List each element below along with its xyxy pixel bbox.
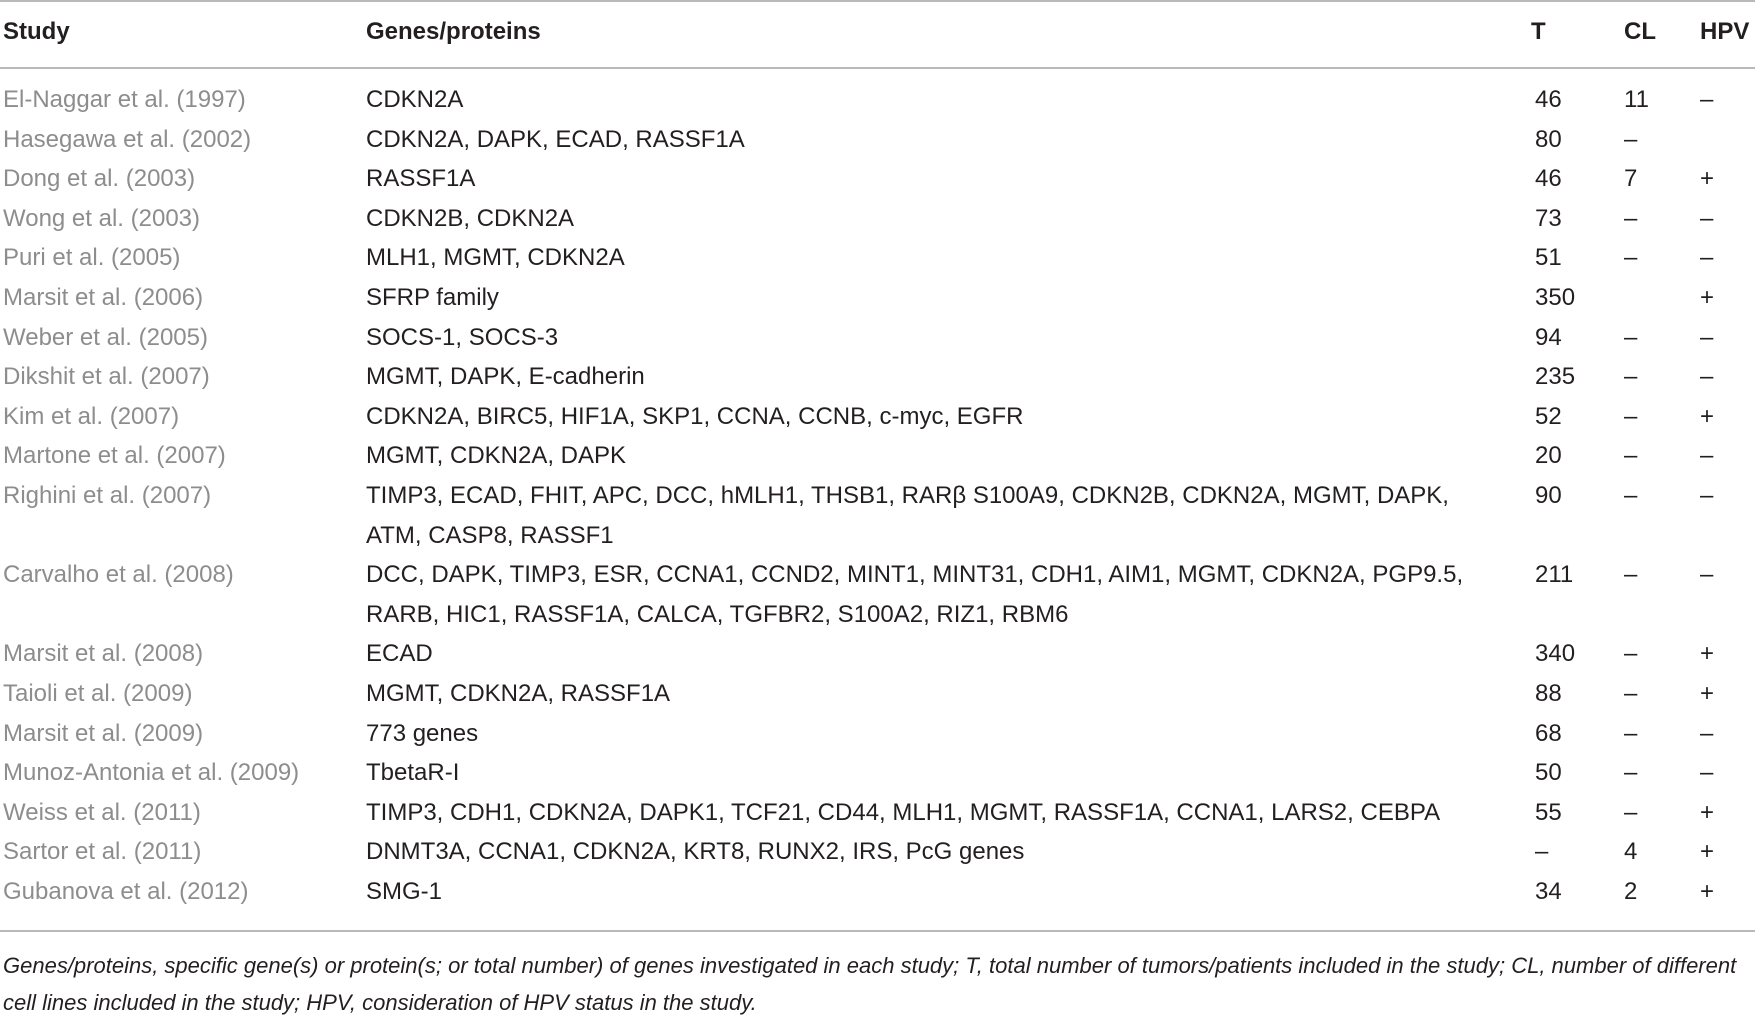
genes-cell: CDKN2A, BIRC5, HIF1A, SKP1, CCNA, CCNB, c-myc, EGFR (366, 402, 1024, 430)
genes-cell: CDKN2A (366, 86, 464, 113)
table-row (0, 436, 1755, 476)
genes-cell: TIMP3, CDH1, CDKN2A, DAPK1, TCF21, CD44, MLH1, MGMT, RASSF1A, CCNA1, LARS2, CEBPA (366, 798, 1441, 826)
hpv-cell: – (1700, 204, 1714, 232)
table-body (0, 80, 1755, 911)
study-cell: Carvalho et al. (2008) (3, 561, 234, 589)
t-cell: – (1535, 838, 1549, 866)
study-cell: Sartor et al. (2011) (3, 838, 202, 866)
cl-cell: – (1624, 561, 1638, 589)
header-hpv: HPV (1700, 18, 1750, 45)
header-cl: CL (1624, 18, 1656, 45)
t-cell: 52 (1535, 402, 1562, 430)
hpv-cell: + (1700, 402, 1715, 430)
hpv-cell: + (1700, 165, 1715, 193)
t-cell: 51 (1535, 244, 1562, 272)
header-study: Study (3, 18, 70, 45)
cl-cell: – (1624, 323, 1638, 351)
hpv-cell: + (1700, 877, 1715, 905)
study-cell: Hasegawa et al. (2002) (3, 125, 252, 153)
study-cell: Munoz-Antonia et al. (2009) (3, 759, 300, 787)
table-row (0, 120, 1755, 160)
study-cell: Marsit et al. (2006) (3, 283, 204, 311)
cl-cell: – (1624, 798, 1638, 826)
table-row (0, 555, 1755, 634)
cl-cell: 2 (1624, 877, 1638, 905)
genes-cell: ECAD (366, 640, 433, 668)
t-cell: 46 (1535, 86, 1562, 113)
cl-cell: – (1624, 125, 1638, 153)
genes-cell: DCC, DAPK, TIMP3, ESR, CCNA1, CCND2, MINT1, MINT31, CDH1, AIM1, MGMT, CDKN2A, PGP9.5, RARB, HIC1, RASSF1A, CALCA, TGFBR2, S100A2, RIZ1, RBM6 (366, 561, 1464, 628)
study-cell: Gubanova et al. (2012) (3, 877, 249, 905)
cl-cell: 4 (1624, 838, 1638, 866)
table-header-rule (0, 67, 1755, 69)
genes-cell: RASSF1A (366, 165, 476, 193)
header-t: T (1531, 18, 1546, 45)
hpv-cell: – (1700, 363, 1714, 391)
cl-cell: – (1624, 679, 1638, 707)
hpv-cell: + (1700, 679, 1715, 707)
cl-cell: – (1624, 640, 1638, 668)
t-cell: 350 (1535, 283, 1576, 311)
cl-cell: – (1624, 759, 1638, 787)
t-cell: 68 (1535, 719, 1562, 747)
t-cell: 34 (1535, 877, 1562, 905)
genes-cell: TbetaR-I (366, 759, 460, 787)
table-row (0, 753, 1755, 793)
t-cell: 50 (1535, 759, 1562, 787)
genes-cell: SOCS-1, SOCS-3 (366, 323, 559, 351)
t-cell: 80 (1535, 125, 1562, 153)
study-cell: Dikshit et al. (2007) (3, 363, 210, 391)
genes-cell: MGMT, CDKN2A, DAPK (366, 442, 627, 470)
study-cell: Dong et al. (2003) (3, 165, 196, 193)
cl-cell: 7 (1624, 165, 1638, 193)
table-row (0, 634, 1755, 674)
study-cell: El-Naggar et al. (1997) (3, 86, 246, 113)
hpv-cell: + (1700, 798, 1715, 826)
hpv-cell: + (1700, 640, 1715, 668)
t-cell: 340 (1535, 640, 1576, 668)
cl-cell: – (1624, 402, 1638, 430)
study-cell: Wong et al. (2003) (3, 204, 201, 232)
hpv-cell: – (1700, 481, 1714, 509)
genes-cell: CDKN2A, DAPK, ECAD, RASSF1A (366, 125, 745, 153)
table-row (0, 476, 1755, 555)
study-cell: Martone et al. (2007) (3, 442, 226, 470)
study-cell: Marsit et al. (2008) (3, 640, 204, 668)
study-cell: Marsit et al. (2009) (3, 719, 204, 747)
table-row (0, 278, 1755, 318)
header-genes-proteins: Genes/proteins (366, 18, 541, 45)
genes-cell: TIMP3, ECAD, FHIT, APC, DCC, hMLH1, THSB1, RARβ S100A9, CDKN2B, CDKN2A, MGMT, DAPK, ATM, CASP8, RASSF1 (366, 481, 1449, 549)
cl-cell: – (1624, 244, 1638, 272)
hpv-cell: – (1700, 323, 1714, 351)
genes-cell: MGMT, DAPK, E-cadherin (366, 363, 645, 391)
table-row (0, 159, 1755, 199)
cl-cell: – (1624, 481, 1638, 509)
hpv-cell: – (1700, 244, 1714, 272)
table-row (0, 793, 1755, 833)
cl-cell: 11 (1624, 86, 1649, 113)
t-cell: 55 (1535, 798, 1562, 826)
hpv-cell: – (1700, 719, 1714, 747)
table-row (0, 80, 1755, 120)
study-cell: Taioli et al. (2009) (3, 679, 193, 707)
table-bottom-rule (0, 930, 1755, 932)
t-cell: 235 (1535, 363, 1576, 391)
genes-cell: DNMT3A, CCNA1, CDKN2A, KRT8, RUNX2, IRS, PcG genes (366, 838, 1025, 866)
genes-cell: MLH1, MGMT, CDKN2A (366, 244, 625, 272)
hpv-cell: + (1700, 283, 1715, 311)
table-row (0, 397, 1755, 437)
table-row (0, 238, 1755, 278)
study-cell: Weber et al. (2005) (3, 323, 208, 351)
t-cell: 20 (1535, 442, 1562, 470)
cl-cell: – (1624, 204, 1638, 232)
cl-cell: – (1624, 442, 1638, 470)
t-cell: 73 (1535, 204, 1562, 232)
table-row (0, 318, 1755, 358)
cl-cell: – (1624, 719, 1638, 747)
cl-cell: – (1624, 363, 1638, 391)
t-cell: 94 (1535, 323, 1562, 351)
study-cell: Righini et al. (2007) (3, 481, 212, 509)
study-cell: Puri et al. (2005) (3, 244, 181, 272)
table-row (0, 714, 1755, 754)
table-row (0, 674, 1755, 714)
study-cell: Weiss et al. (2011) (3, 798, 201, 826)
genes-cell: SFRP family (366, 283, 499, 311)
table-row (0, 872, 1755, 912)
t-cell: 88 (1535, 679, 1562, 707)
table-row (0, 199, 1755, 239)
table-footnote: Genes/proteins, specific gene(s) or protein(s; or total number) of genes investigated in each study; T, total number of tumors/patients included in the study; CL, number of different cell lines included in the study; HPV, consideration of HPV status in the study. (3, 953, 1737, 1015)
hpv-cell: + (1700, 838, 1715, 866)
genes-cell: MGMT, CDKN2A, RASSF1A (366, 679, 671, 707)
t-cell: 46 (1535, 165, 1562, 193)
hpv-cell: – (1700, 86, 1714, 113)
table-header (0, 14, 1755, 50)
t-cell: 90 (1535, 481, 1562, 509)
table-row (0, 832, 1755, 872)
study-cell: Kim et al. (2007) (3, 402, 180, 430)
genes-cell: CDKN2B, CDKN2A (366, 204, 575, 232)
hpv-cell: – (1700, 759, 1714, 787)
hpv-cell: – (1700, 442, 1714, 470)
t-cell: 211 (1535, 561, 1574, 589)
table-top-rule (0, 0, 1755, 2)
genes-cell: SMG-1 (366, 877, 443, 905)
table-row (0, 357, 1755, 397)
hpv-cell: – (1700, 561, 1714, 589)
genes-cell: 773 genes (366, 719, 479, 747)
